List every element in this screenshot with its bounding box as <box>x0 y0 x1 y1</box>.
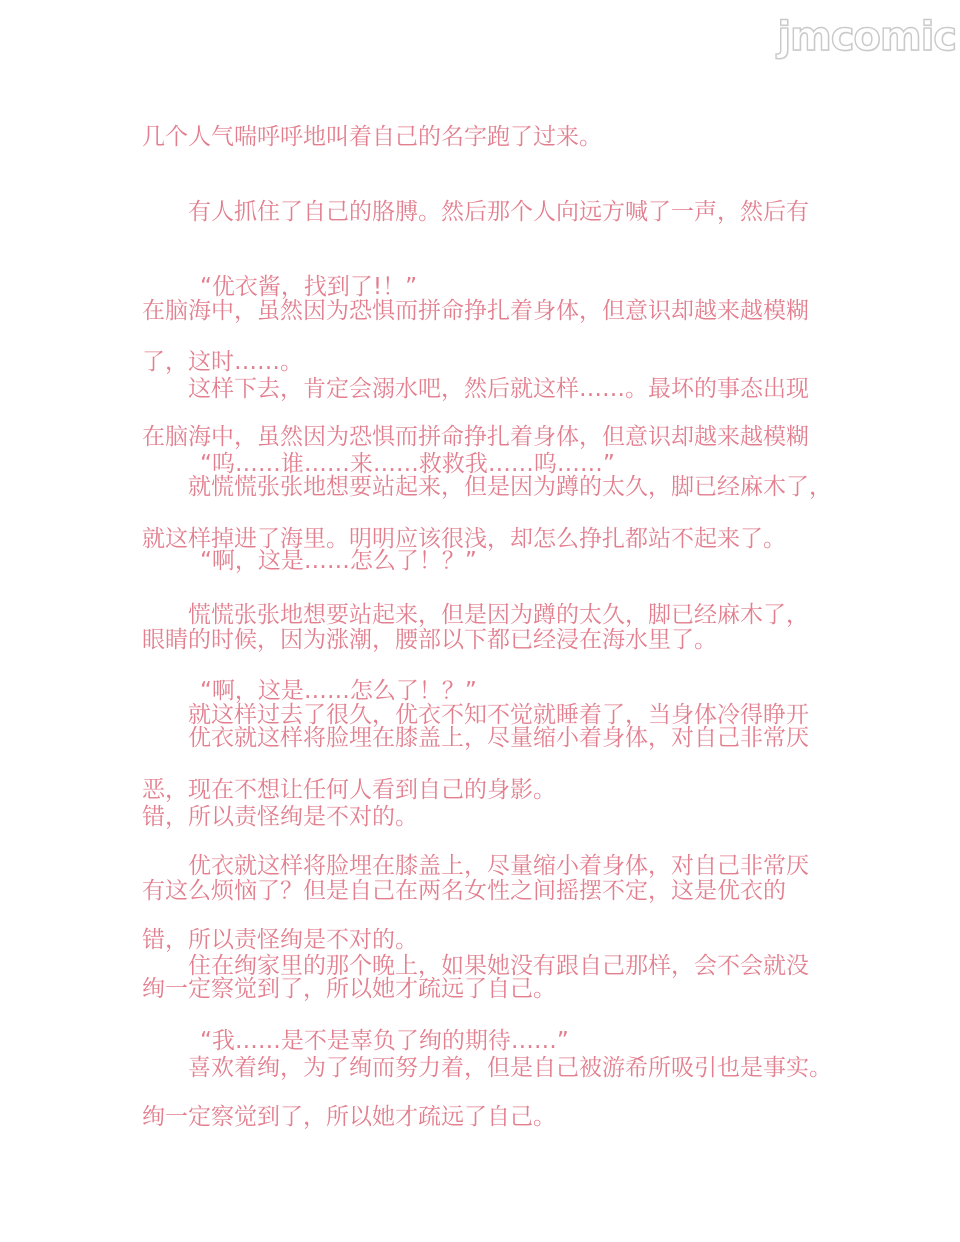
text-line: 就这样掉进了海里。明明应该很浅，却怎么挣扎都站不起来了。 <box>142 526 786 552</box>
text-line-partial <box>142 976 556 1003</box>
text-line: 就这样过去了很久，优衣不知不觉就睡着了，当身体冷得睁开 <box>188 702 809 728</box>
text-line-partial: 绚一定察觉到了，所以她才疏远了自己。 <box>142 1104 556 1130</box>
text-line-fragment: 优衣就这样将脸埋在膝盖上，尽量缩小着身体，对自己非常厌 <box>188 725 809 751</box>
text-line-fragment: “啊，这是……怎么了！？” <box>200 548 477 574</box>
text-line: 有这么烦恼了？但是自己在两名女性之间摇摆不定，这是优衣的 <box>142 878 786 904</box>
text-line: “呜……谁……来……救救我……呜……” <box>200 451 615 477</box>
text-line-partial: 慌慌张张地想要站起来，但是因为蹲的太久，脚已经麻木了， <box>188 602 809 628</box>
text-line-partial: 错，所以责怪绚是不对的。 <box>142 927 418 953</box>
text-line: “我……是不是辜负了绚的期待……” <box>200 1028 569 1054</box>
text-line: “优衣酱，找到了!！” <box>200 274 418 300</box>
text-line: 有人抓住了自己的胳膊。然后那个人向远方喊了一声，然后有 <box>188 199 809 225</box>
text-line: 错，所以责怪绚是不对的。 <box>142 804 418 830</box>
text-line: 几个人气喘呼呼地叫着自己的名字跑了过来。 <box>142 124 602 150</box>
text-line-fragment: 在脑海中，虽然因为恐惧而拼命挣扎着身体，但意识却越来越模糊 <box>142 298 809 324</box>
text-line-fragment: 就慌慌张张地想要站起来，但是因为蹲的太久，脚已经麻木了， <box>188 474 832 500</box>
text-line-partial: “啊，这是……怎么了！？” <box>200 678 477 704</box>
text-line-partial: 在脑海中，虽然因为恐惧而拼命挣扎着身体，但意识却越来越模糊 <box>142 424 809 450</box>
text-line-partial <box>188 725 809 752</box>
text-line-partial <box>188 474 832 501</box>
watermark-logo: jmcomic <box>777 14 956 60</box>
text-line: 住在绚家里的那个晚上，如果她没有跟自己那样，会不会就没 <box>188 953 809 979</box>
text-line-fragment: 绚一定察觉到了，所以她才疏远了自己。 <box>142 976 556 1002</box>
text-line: 恶，现在不想让任何人看到自己的身影。 <box>142 777 556 803</box>
text-line: 这样下去，肯定会溺水吧，然后就这样……。最坏的事态出现 <box>188 376 809 402</box>
text-line: 眼睛的时候，因为涨潮，腰部以下都已经浸在海水里了。 <box>142 627 717 653</box>
text-line-partial: 优衣就这样将脸埋在膝盖上，尽量缩小着身体，对自己非常厌 <box>188 853 809 879</box>
text-line-partial <box>200 548 477 575</box>
text-line: 喜欢着绚，为了绚而努力着，但是自己被游希所吸引也是事实。 <box>188 1055 832 1081</box>
text-line: 了，这时……。 <box>142 349 303 375</box>
text-line-partial <box>142 298 809 325</box>
